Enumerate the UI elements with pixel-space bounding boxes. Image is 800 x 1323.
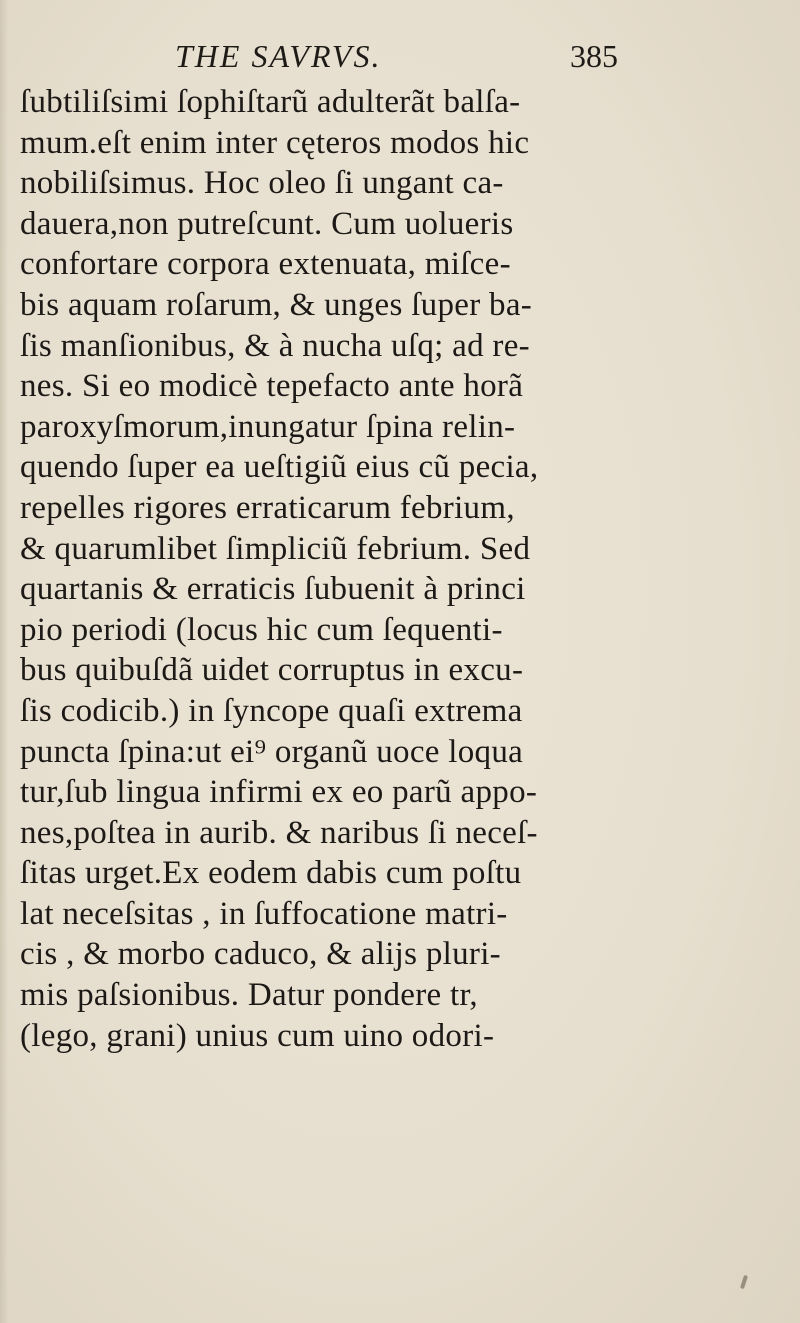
text-line: bus quibuſdã uidet corruptus in excu- xyxy=(20,652,524,689)
text-line: puncta ſpina:ut ei⁹ organũ uoce loqua xyxy=(20,733,524,770)
text-line: quartanis & erraticis ſubuenit à princi xyxy=(20,571,526,608)
text-line: cis , & morbo caduco, & alijs pluri- xyxy=(20,936,501,973)
text-line: repelles rigores erraticarum febrium, xyxy=(20,489,515,526)
text-line: dauera,non putreſcunt. Cum uolueris xyxy=(20,205,514,242)
body-text xyxy=(20,82,790,1056)
text-line: lat neceſsitas , in ſuffocatione matri- xyxy=(20,895,508,932)
ink-speck xyxy=(740,1275,748,1290)
text-line: ſis codicib.) in ſyncope quaſi extrema xyxy=(20,692,523,729)
text-line: mum.eſt enim inter cęteros modos hic xyxy=(20,124,530,161)
page-header xyxy=(170,38,690,78)
text-line: bis aquam roſarum, & unges ſuper ba- xyxy=(20,286,533,323)
text-line: ſubtiliſsimi ſophiſtarũ adulterãt balſa- xyxy=(20,84,521,120)
text-line: & quarumlibet ſimpliciũ febrium. Sed xyxy=(20,530,531,567)
page-number: 385 xyxy=(570,38,618,74)
text-line: nes. Si eo modicè tepefacto ante horã xyxy=(20,368,524,405)
text-line: tur,ſub lingua infirmi ex eo parũ appo- xyxy=(20,774,538,811)
text-line: ſis manſionibus, & à nucha uſq; ad re- xyxy=(20,327,530,364)
text-line: paroxyſmorum,inungatur ſpina relin- xyxy=(20,408,516,445)
text-line: confortare corpora extenuata, miſce- xyxy=(20,246,511,283)
text-line: (lego, grani) unius cum uino odori- xyxy=(20,1017,495,1054)
running-title: THE SAVRVS. xyxy=(175,38,382,74)
text-line: ſitas urget.Ex eodem dabis cum poſtu xyxy=(20,855,522,892)
text-line: pio periodi (locus hic cum ſequenti- xyxy=(20,611,503,648)
text-line: nobiliſsimus. Hoc oleo ſi ungant ca- xyxy=(20,165,504,202)
text-line: mis paſsionibus. Datur pondere tr, xyxy=(20,977,478,1014)
page-gutter-shadow xyxy=(0,0,8,1323)
text-line: quendo ſuper ea ueſtigiũ eius cũ pecia, xyxy=(20,449,539,486)
text-line: nes,poſtea in aurib. & naribus ſi neceſ- xyxy=(20,814,538,851)
